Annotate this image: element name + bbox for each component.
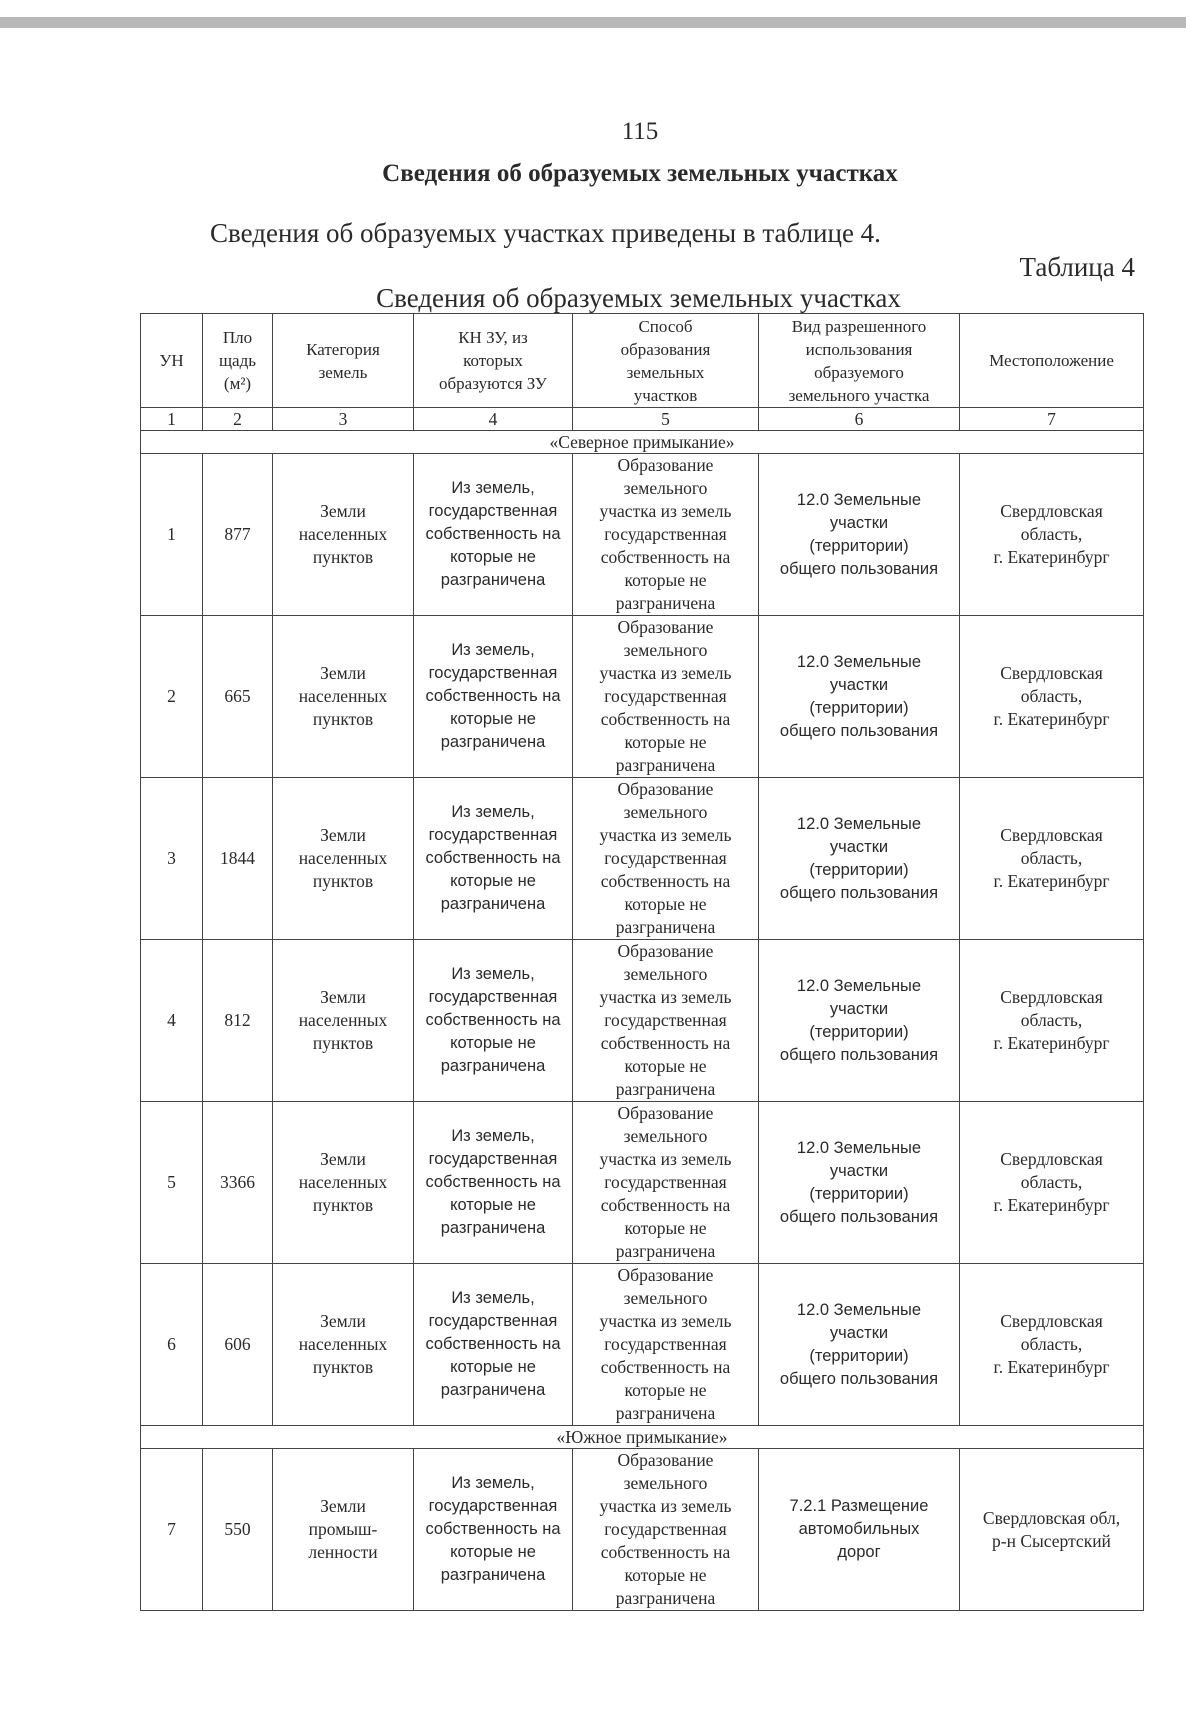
header-category: Категория земель — [273, 314, 414, 408]
cell-use: 12.0 Земельные участки (территории) общего пользования — [759, 940, 960, 1102]
cell-method: Образование земельного участка из земель государственная собственность на которые не разграничена — [573, 778, 759, 940]
column-number: 6 — [759, 408, 960, 431]
cell-category: Земли населенных пунктов — [273, 454, 414, 616]
cell-area: 877 — [203, 454, 273, 616]
table-row — [141, 454, 1144, 616]
cell-category: Земли населенных пунктов — [273, 1264, 414, 1426]
column-number: 3 — [273, 408, 414, 431]
cell-un: 7 — [141, 1449, 203, 1611]
cell-method: Образование земельного участка из земель государственная собственность на которые не разграничена — [573, 454, 759, 616]
cell-source: Из земель, государственная собственность на которые не разграничена — [414, 940, 573, 1102]
group-row — [141, 431, 1144, 454]
cell-method: Образование земельного участка из земель государственная собственность на которые не разграничена — [573, 1264, 759, 1426]
cell-location: Свердловская область, г. Екатеринбург — [960, 616, 1144, 778]
cell-method: Образование земельного участка из земель государственная собственность на которые не разграничена — [573, 940, 759, 1102]
cell-source: Из земель, государственная собственность на которые не разграничена — [414, 1102, 573, 1264]
table-row — [141, 940, 1144, 1102]
table-row — [141, 1449, 1144, 1611]
land-plots-table — [140, 313, 1144, 1611]
group-title: «Северное примыкание» — [141, 431, 1144, 454]
cell-source: Из земель, государственная собственность на которые не разграничена — [414, 1449, 573, 1611]
cell-use: 12.0 Земельные участки (территории) общего пользования — [759, 1102, 960, 1264]
cell-area: 550 — [203, 1449, 273, 1611]
cell-use: 12.0 Земельные участки (территории) общего пользования — [759, 616, 960, 778]
cell-un: 4 — [141, 940, 203, 1102]
group-title: «Южное примыкание» — [141, 1426, 1144, 1449]
cell-source: Из земель, государственная собственность на которые не разграничена — [414, 454, 573, 616]
header-un: УН — [141, 314, 203, 408]
column-number: 2 — [203, 408, 273, 431]
header-location: Местоположение — [960, 314, 1144, 408]
cell-category: Земли населенных пунктов — [273, 778, 414, 940]
cell-use: 7.2.1 Размещение автомобильных дорог — [759, 1449, 960, 1611]
cell-use: 12.0 Земельные участки (территории) общего пользования — [759, 1264, 960, 1426]
cell-area: 665 — [203, 616, 273, 778]
cell-method: Образование земельного участка из земель государственная собственность на которые не разграничена — [573, 1102, 759, 1264]
page-number: 115 — [621, 118, 659, 145]
section-heading: Сведения об образуемых земельных участках — [382, 160, 898, 187]
column-number: 7 — [960, 408, 1144, 431]
cell-source: Из земель, государственная собственность на которые не разграничена — [414, 616, 573, 778]
cell-area: 3366 — [203, 1102, 273, 1264]
table-caption: Сведения об образуемых земельных участках — [376, 283, 901, 313]
cell-location: Свердловская область, г. Екатеринбург — [960, 454, 1144, 616]
cell-location: Свердловская область, г. Екатеринбург — [960, 1264, 1144, 1426]
header-row — [141, 314, 1144, 408]
table-body — [141, 431, 1144, 1611]
cell-location: Свердловская область, г. Екатеринбург — [960, 778, 1144, 940]
cell-use: 12.0 Земельные участки (территории) общего пользования — [759, 454, 960, 616]
column-number: 5 — [573, 408, 759, 431]
cell-un: 2 — [141, 616, 203, 778]
cell-area: 606 — [203, 1264, 273, 1426]
table-row — [141, 778, 1144, 940]
column-number-row — [141, 408, 1144, 431]
cell-source: Из земель, государственная собственность на которые не разграничена — [414, 778, 573, 940]
header-area: Пло щадь (м²) — [203, 314, 273, 408]
intro-paragraph: Сведения об образуемых участках приведены в таблице 4. — [210, 218, 881, 248]
header-method: Способ образования земельных участков — [573, 314, 759, 408]
table-row — [141, 1102, 1144, 1264]
cell-category: Земли населенных пунктов — [273, 940, 414, 1102]
column-number: 4 — [414, 408, 573, 431]
column-number: 1 — [141, 408, 203, 431]
cell-un: 1 — [141, 454, 203, 616]
cell-un: 3 — [141, 778, 203, 940]
cell-un: 6 — [141, 1264, 203, 1426]
cell-area: 1844 — [203, 778, 273, 940]
header-use: Вид разрешенного использования образуемого земельного участка — [759, 314, 960, 408]
scan-top-bar — [0, 17, 1186, 28]
table-number-label: Таблица 4 — [1019, 252, 1135, 282]
cell-location: Свердловская область, г. Екатеринбург — [960, 1102, 1144, 1264]
cell-location: Свердловская обл, р-н Сысертский — [960, 1449, 1144, 1611]
cell-category: Земли населенных пунктов — [273, 616, 414, 778]
header-source: КН ЗУ, из которых образуются ЗУ — [414, 314, 573, 408]
cell-location: Свердловская область, г. Екатеринбург — [960, 940, 1144, 1102]
group-row — [141, 1426, 1144, 1449]
table-row — [141, 1264, 1144, 1426]
cell-category: Земли населенных пунктов — [273, 1102, 414, 1264]
cell-category: Земли промыш- ленности — [273, 1449, 414, 1611]
cell-use: 12.0 Земельные участки (территории) общего пользования — [759, 778, 960, 940]
cell-area: 812 — [203, 940, 273, 1102]
table-row — [141, 616, 1144, 778]
cell-source: Из земель, государственная собственность на которые не разграничена — [414, 1264, 573, 1426]
cell-method: Образование земельного участка из земель государственная собственность на которые не разграничена — [573, 1449, 759, 1611]
cell-un: 5 — [141, 1102, 203, 1264]
cell-method: Образование земельного участка из земель государственная собственность на которые не разграничена — [573, 616, 759, 778]
